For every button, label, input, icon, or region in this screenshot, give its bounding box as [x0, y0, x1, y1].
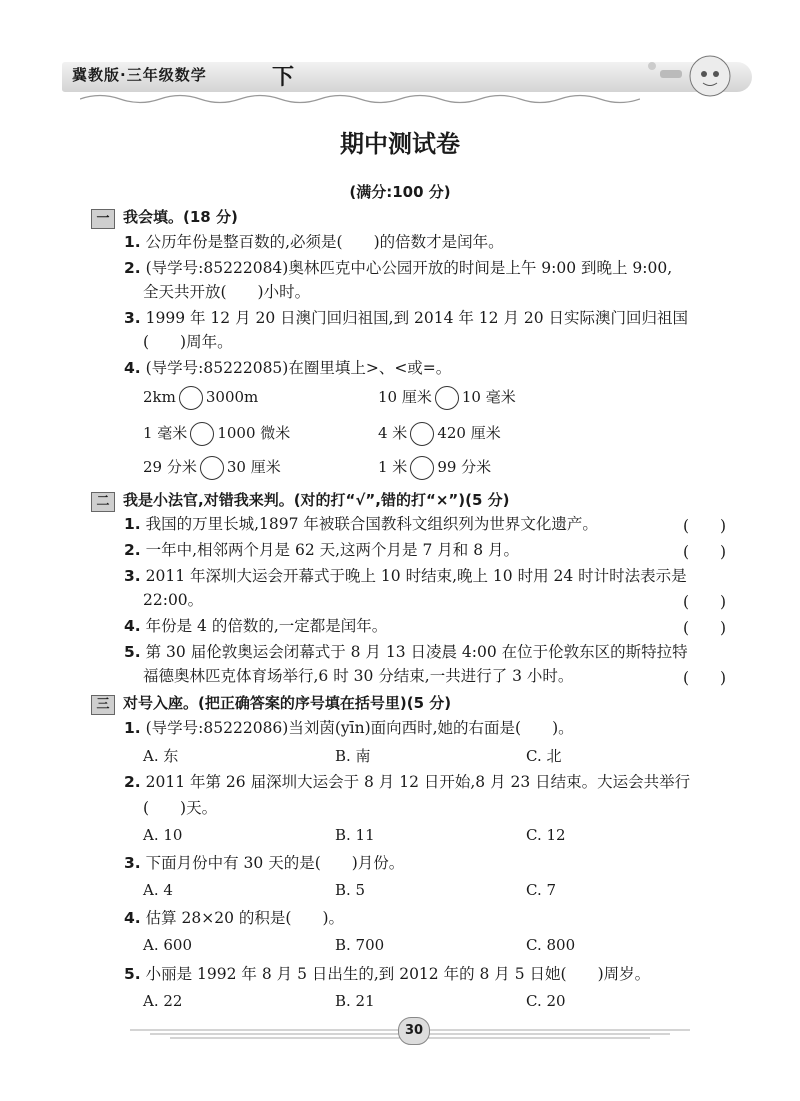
answer-circle[interactable]	[435, 386, 459, 410]
option-a[interactable]: A. 东	[143, 747, 179, 765]
question-1-2	[124, 258, 672, 278]
question-number: 3.	[124, 309, 141, 327]
question-text: 2011 年深圳大运会开幕式于晚上 10 时结束,晚上 10 时用 24 时计时法表示是	[145, 567, 687, 585]
question-2-3	[124, 566, 687, 586]
answer-parentheses[interactable]: ( )	[683, 543, 727, 561]
question-text: 小丽是 1992 年 8 月 5 日出生的,到 2012 年的 8 月 5 日她( )周岁。	[145, 965, 651, 983]
question-text: (导学号:85222085)在圈里填上>、<或=。	[145, 359, 452, 377]
question-number: 2.	[124, 259, 141, 277]
option-a[interactable]: A. 22	[143, 992, 183, 1010]
section-3-heading	[91, 692, 451, 715]
question-number: 4.	[124, 359, 141, 377]
option-c[interactable]: C. 北	[526, 747, 562, 765]
question-3-1	[124, 718, 574, 738]
answer-circle[interactable]	[410, 422, 434, 446]
question-1-3-cont: ( )周年。	[143, 333, 233, 351]
option-b[interactable]: B. 5	[335, 881, 366, 899]
option-a[interactable]: A. 10	[143, 826, 183, 844]
answer-circle[interactable]	[179, 386, 203, 410]
question-3-2	[124, 772, 690, 792]
question-2-2	[124, 540, 519, 560]
compare-item: 4 米 420 厘米	[378, 422, 501, 446]
answer-parentheses[interactable]: ( )	[683, 669, 727, 687]
question-number: 1.	[124, 719, 141, 737]
option-a[interactable]: A. 600	[143, 936, 192, 954]
section-number: 三	[91, 695, 115, 715]
compare-item: 10 厘米 10 毫米	[378, 386, 516, 410]
question-2-5-cont: 福德奥林匹克体育场举行,6 时 30 分结束,一共进行了 3 小时。	[143, 667, 574, 685]
answer-parentheses[interactable]: ( )	[683, 517, 727, 535]
question-number: 5.	[124, 965, 141, 983]
question-text: (导学号:85222086)当刘茵(yīn)面向西时,她的右面是( )。	[145, 719, 574, 737]
option-c[interactable]: C. 800	[526, 936, 576, 954]
question-number: 4.	[124, 909, 141, 927]
book-series: 冀教版·三年级数学	[72, 66, 207, 84]
question-number: 3.	[124, 854, 141, 872]
compare-item: 1 米 99 分米	[378, 456, 491, 480]
section-number: 一	[91, 209, 115, 229]
question-text: 2011 年第 26 届深圳大运会于 8 月 12 日开始,8 月 23 日结束。大运会共举行	[145, 773, 691, 791]
question-text: 年份是 4 的倍数的,一定都是闰年。	[145, 617, 388, 635]
question-3-2-cont: ( )天。	[143, 799, 218, 817]
question-1-2-cont: 全天共开放( )小时。	[143, 283, 311, 301]
question-text: 一年中,相邻两个月是 62 天,这两个月是 7 月和 8 月。	[145, 541, 519, 559]
question-1-1	[124, 232, 504, 252]
answer-parentheses[interactable]: ( )	[683, 593, 727, 611]
question-text: 下面月份中有 30 天的是( )月份。	[145, 854, 405, 872]
question-2-3-cont: 22:00。	[143, 591, 204, 609]
question-text: 公历年份是整百数的,必须是( )的倍数才是闰年。	[145, 233, 504, 251]
section-title: 对号入座。(把正确答案的序号填在括号里)(5 分)	[123, 694, 452, 712]
question-number: 4.	[124, 617, 141, 635]
question-number: 2.	[124, 541, 141, 559]
question-text: (导学号:85222084)奥林匹克中心公园开放的时间是上午 9:00 到晚上 9:00,	[145, 259, 673, 277]
option-a[interactable]: A. 4	[143, 881, 173, 899]
question-2-4	[124, 616, 387, 636]
question-3-5	[124, 964, 650, 984]
mascot-illustration-icon	[640, 50, 740, 100]
question-3-3	[124, 853, 404, 873]
page-number: 30	[398, 1017, 430, 1045]
option-c[interactable]: C. 12	[526, 826, 566, 844]
compare-item: 1 毫米 1000 微米	[143, 422, 290, 446]
option-b[interactable]: B. 21	[335, 992, 375, 1010]
question-number: 3.	[124, 567, 141, 585]
volume-label: 下	[272, 65, 295, 90]
question-number: 5.	[124, 643, 141, 661]
page-title: 期中测试卷	[340, 130, 460, 158]
question-2-5	[124, 642, 688, 662]
question-2-1	[124, 514, 598, 534]
section-title: 我是小法官,对错我来判。(对的打“√”,错的打“×”)(5 分)	[123, 491, 510, 509]
compare-item: 2km 3000m	[143, 386, 258, 410]
section-2-heading	[91, 489, 510, 512]
option-b[interactable]: B. 11	[335, 826, 375, 844]
option-c[interactable]: C. 7	[526, 881, 557, 899]
total-score: (满分:100 分)	[349, 183, 451, 201]
question-1-3	[124, 308, 688, 328]
section-1-heading	[91, 206, 238, 229]
question-text: 1999 年 12 月 20 日澳门回归祖国,到 2014 年 12 月 20 日实际澳门回归祖国	[145, 309, 689, 327]
option-b[interactable]: B. 700	[335, 936, 385, 954]
question-number: 1.	[124, 515, 141, 533]
section-number: 二	[91, 492, 115, 512]
question-number: 2.	[124, 773, 141, 791]
answer-circle[interactable]	[410, 456, 434, 480]
section-title: 我会填。(18 分)	[123, 208, 238, 226]
answer-circle[interactable]	[200, 456, 224, 480]
question-text: 估算 28×20 的积是( )。	[145, 909, 345, 927]
answer-circle[interactable]	[190, 422, 214, 446]
question-3-4	[124, 908, 344, 928]
question-text: 第 30 届伦敦奥运会闭幕式于 8 月 13 日凌晨 4:00 在位于伦敦东区的斯特拉特	[145, 643, 688, 661]
question-text: 我国的万里长城,1897 年被联合国教科文组织列为世界文化遗产。	[145, 515, 598, 533]
answer-parentheses[interactable]: ( )	[683, 619, 727, 637]
question-1-4	[124, 358, 451, 378]
option-b[interactable]: B. 南	[335, 747, 371, 765]
header-wave-decoration	[80, 92, 640, 106]
compare-item: 29 分米 30 厘米	[143, 456, 281, 480]
question-number: 1.	[124, 233, 141, 251]
option-c[interactable]: C. 20	[526, 992, 566, 1010]
